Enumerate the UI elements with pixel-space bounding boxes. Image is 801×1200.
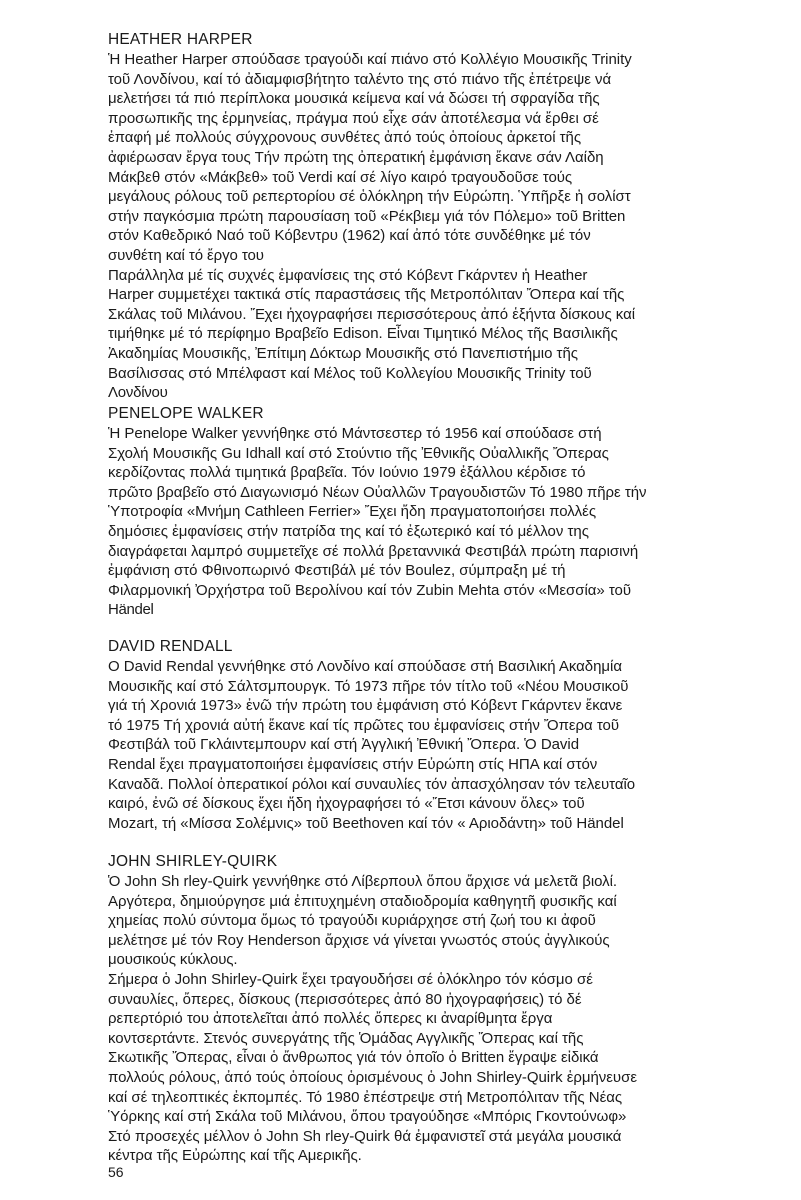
text-line: καί σέ τηλεοπτικές ἐκπομπές. Τό 1980 ἐπέστρεψε στή Μετροπόλιταν τῆς Νέας <box>108 1088 623 1106</box>
text-line: πρῶτο βραβεῖο στό Διαγωνισμό Νέων Οὐαλλῶν Τραγουδιστῶν Τό 1980 πῆρε τήν <box>108 483 647 501</box>
text-line: γιά τή Χρονιά 1973» ἐνῶ τήν πρώτη του ἐμφάνιση στό Κόβεντ Γκάρντεν ἔκανε <box>108 697 623 715</box>
text-line: Ἡ Heather Harper σπούδασε τραγούδι καί πιάνο στό Κολλέγιο Μουσικῆς Trinity <box>108 51 632 68</box>
text-line: μελετήσει τά πιό περίπλοκα μουσικά κείμενα καί νά δώσει τή σφραγίδα τῆς <box>108 90 600 108</box>
text-line: Σκωτικῆς Ὄπερας, εἶναι ὁ ἄνθρωπος γιά τόν ὁποῖο ὁ Britten ἔγραψε εἰδικά <box>108 1049 599 1067</box>
text-line: Μουσικῆς καί στό Σάλτσμπουργκ. Τό 1973 πῆρε τόν τίτλο τοῦ «Νέου Μουσικοῦ <box>108 677 629 695</box>
text-line: Ὑποτροφία «Μνήμη Cathleen Ferrier» Ἔχει ἤδη πραγματοποιήσει πολλές <box>108 503 597 521</box>
text-line: Αργότερα, δημιούργησε μιά ἐπιτυχημένη σταδιοδρομία καθηγητῆ φυσικῆς καί <box>108 892 617 910</box>
text-line: Σχολή Μουσικῆς Gu Idhall καί στό Στούντιο τῆς Ἐθνικῆς Οὐαλλικῆς Ὄπερας <box>108 444 609 462</box>
text-line: Στό προσεχές μέλλον ὁ John Sh rley-Quirk θά ἐμφανιστεῖ στά μεγάλα μουσικά <box>108 1127 622 1145</box>
text-line: χημείας πολύ σύντομα ὅμως τό τραγούδι κυριάρχησε στή ζωή του κι ἀφοῦ <box>108 912 596 930</box>
text-line: καιρό, ἐνῶ σέ δίσκους ἔχει ἤδη ἠχογραφήσει τό «Ἔτσι κάνουν ὅλες» τοῦ <box>108 795 585 813</box>
text-line: πολλούς ρόλους, ἀπό τούς ὁποίους ὁρισμένους ὁ John Shirley-Quirk ἑρμήνευσε <box>108 1068 637 1086</box>
text-line: μελέτησε μέ τόν Roy Henderson ἄρχισε νά γίνεται γνωστός στούς ἀγγλικούς <box>108 931 610 949</box>
text-line: τοῦ Λονδίνου, καί τό ἀδιαμφισβήτητο ταλέντο της στό πιάνο τῆς ἐπέτρεψε νά <box>108 70 612 88</box>
text-line: Σήμερα ὁ John Shirley-Quirk ἔχει τραγουδήσει σέ ὁλόκληρο τόν κόσμο σέ <box>108 970 593 988</box>
text-line: Λονδίνου <box>108 384 168 402</box>
section-body <box>108 50 770 403</box>
text-line: στήν παγκόσμια πρώτη παρουσίαση τοῦ «Ρέκβιεμ γιά τόν Πόλεμο» τοῦ Britten <box>108 207 626 225</box>
text-line: Ἀκαδημίας Μουσικῆς, Ἐπίτιμη Δόκτωρ Μουσικῆς στό Πανεπιστήμιο τῆς <box>108 344 578 362</box>
text-line: κοντσερτάντε. Στενός συνεργάτης τῆς Ὁμάδας Αγγλικῆς Ὄπερας καί τῆς <box>108 1029 584 1047</box>
text-line: τό 1975 Τή χρονιά αὐτή ἔκανε καί τίς πρῶτες του ἐμφανίσεις στήν Ὄπερα τοῦ <box>108 716 620 734</box>
text-line: Ὑόρκης καί στή Σκάλα τοῦ Μιλάνου, ὅπου τραγούδησε «Μπόρις Γκοντούνωφ» <box>108 1108 627 1126</box>
bio-section-david-rendall <box>108 637 770 833</box>
text-line: Ο David Rendal γεννήθηκε στό Λονδίνο καί σπούδασε στή Βασιλική Ακαδημία <box>108 658 622 675</box>
bio-section-penelope-walker <box>108 404 770 620</box>
text-line: Φιλαρμονική Ὀρχήστρα τοῦ Βερολίνου καί τόν Zubin Mehta στόν «Μεσσία» τοῦ <box>108 581 632 599</box>
text-line: κερδίζοντας πολλά τιμητικά βραβεῖα. Τόν Ιούνιο 1979 ἐξάλλου κέρδισε τό <box>108 464 586 482</box>
text-line: Φεστιβάλ τοῦ Γκλάιντεμπουρν καί στή Ἀγγλική Ἐθνική Ὄπερα. Ὁ David <box>108 736 580 754</box>
text-line: Mozart, τή «Μίσσα Σολέμνις» τοῦ Beethoven καί τόν « Αριοδάντη» τοῦ Händel <box>108 814 624 832</box>
bio-section-heather-harper <box>108 30 770 403</box>
text-line: Βασίλισσας στό Μπέλφαστ καί Μέλος τοῦ Κολλεγίου Μουσικῆς Trinity τοῦ <box>108 364 592 382</box>
text-line: Rendal ἔχει πραγματοποιήσει ἐμφανίσεις στήν Εὐρώπη στίς ΗΠΑ καί στόν <box>108 755 598 773</box>
section-heading: JOHN SHIRLEY-QUIRK <box>108 853 278 870</box>
text-line: συναυλίες, ὄπερες, δίσκους (περισσότερες ἀπό 80 ἠχογραφήσεις) τό δέ <box>108 990 582 1008</box>
section-body <box>108 657 770 833</box>
text-line: Σκάλας τοῦ Μιλάνου. Ἔχει ἠχογραφήσει περισσότερους ἀπό ἑξήντα δίσκους καί <box>108 305 636 323</box>
text-line: Ἡ Penelope Walker γεννήθηκε στό Μάντσεστερ τό 1956 καί σπούδασε στή <box>108 425 602 442</box>
text-line: μουσικούς κύκλους. <box>108 951 238 969</box>
text-line: τιμήθηκε μέ τό περίφημο Βραβεῖο Edison. Εἶναι Τιμητικό Μέλος τῆς Βασιλικῆς <box>108 325 618 343</box>
text-line: κέντρα τῆς Εὐρώπης καί τῆς Αμερικῆς. <box>108 1147 362 1165</box>
section-heading: HEATHER HARPER <box>108 31 253 48</box>
text-line: Παράλληλα μέ τίς συχνές ἐμφανίσεις της στό Κόβεντ Γκάρντεν ἡ Heather <box>108 266 588 284</box>
text-line: Καναδᾶ. Πολλοί ὀπερατικοί ρόλοι καί συναυλίες τόν ἀπασχόλησαν τόν τελευταῖο <box>108 775 636 793</box>
text-line: Harper συμμετέχει τακτικά στίς παραστάσεις τῆς Μετροπόλιταν Ὄπερα καί τῆς <box>108 286 625 304</box>
text-line: Ὁ John Sh rley-Quirk γεννήθηκε στό Λίβερπουλ ὅπου ἄρχισε νά μελετᾶ βιολί. <box>108 873 618 890</box>
text-line: συνθέτη καί τό ἔργο του <box>108 246 264 264</box>
section-heading: PENELOPE WALKER <box>108 405 264 422</box>
text-line: Μάκβεθ στόν «Μάκβεθ» τοῦ Verdi καί σέ λίγο καιρό τραγουδοῦσε τούς <box>108 168 573 186</box>
text-line: μεγάλους ρόλους τοῦ ρεπερτορίου σέ ὁλόκληρη τήν Εὐρώπη. Ὑπῆρξε ἡ σολίστ <box>108 188 631 206</box>
text-line: διαγράφεται λαμπρό συμμετεῖχε σέ πολλά βρεταννικά Φεστιβάλ πρώτη παρισινή <box>108 542 639 560</box>
text-line: στόν Καθεδρικό Ναό τοῦ Κόβεντρυ (1962) καί ἀπό τότε συνδέθηκε μέ τόν <box>108 227 591 245</box>
text-line: προσωπικῆς της ἑρμηνείας, πράγμα πού εἶχε σάν ἀποτέλεσμα νά ἔρθει σέ <box>108 109 599 127</box>
section-body <box>108 424 770 620</box>
section-body <box>108 872 770 1166</box>
bio-section-john-shirley-quirk <box>108 852 770 1166</box>
text-line: ἀφιέρωσαν ἔργα τους Τήν πρώτη της ὀπερατική ἐμφάνιση ἔκανε σάν Λαίδη <box>108 148 604 166</box>
page-number: 56 <box>108 1164 124 1180</box>
text-line: ρεπερτόριό του ἀποτελεῖται ἀπό πολλές ὄπερες κι ἀναρίθμητα ἔργα <box>108 1010 553 1028</box>
section-heading: DAVID RENDALL <box>108 638 233 655</box>
text-line: Händel <box>108 601 154 619</box>
text-line: ἐμφάνιση στό Φθινοπωρινό Φεστιβάλ μέ τόν Boulez, σύμπραξη μέ τή <box>108 562 566 580</box>
text-line: δημόσιες ἐμφανίσεις στήν πατρίδα της καί τό ἐξωτερικό καί τό μέλλον της <box>108 522 589 540</box>
text-line: ἐπαφή μέ πολλούς σύγχρονους συνθέτες ἀπό τούς ὁποίους ἀρκετοί τῆς <box>108 129 582 147</box>
